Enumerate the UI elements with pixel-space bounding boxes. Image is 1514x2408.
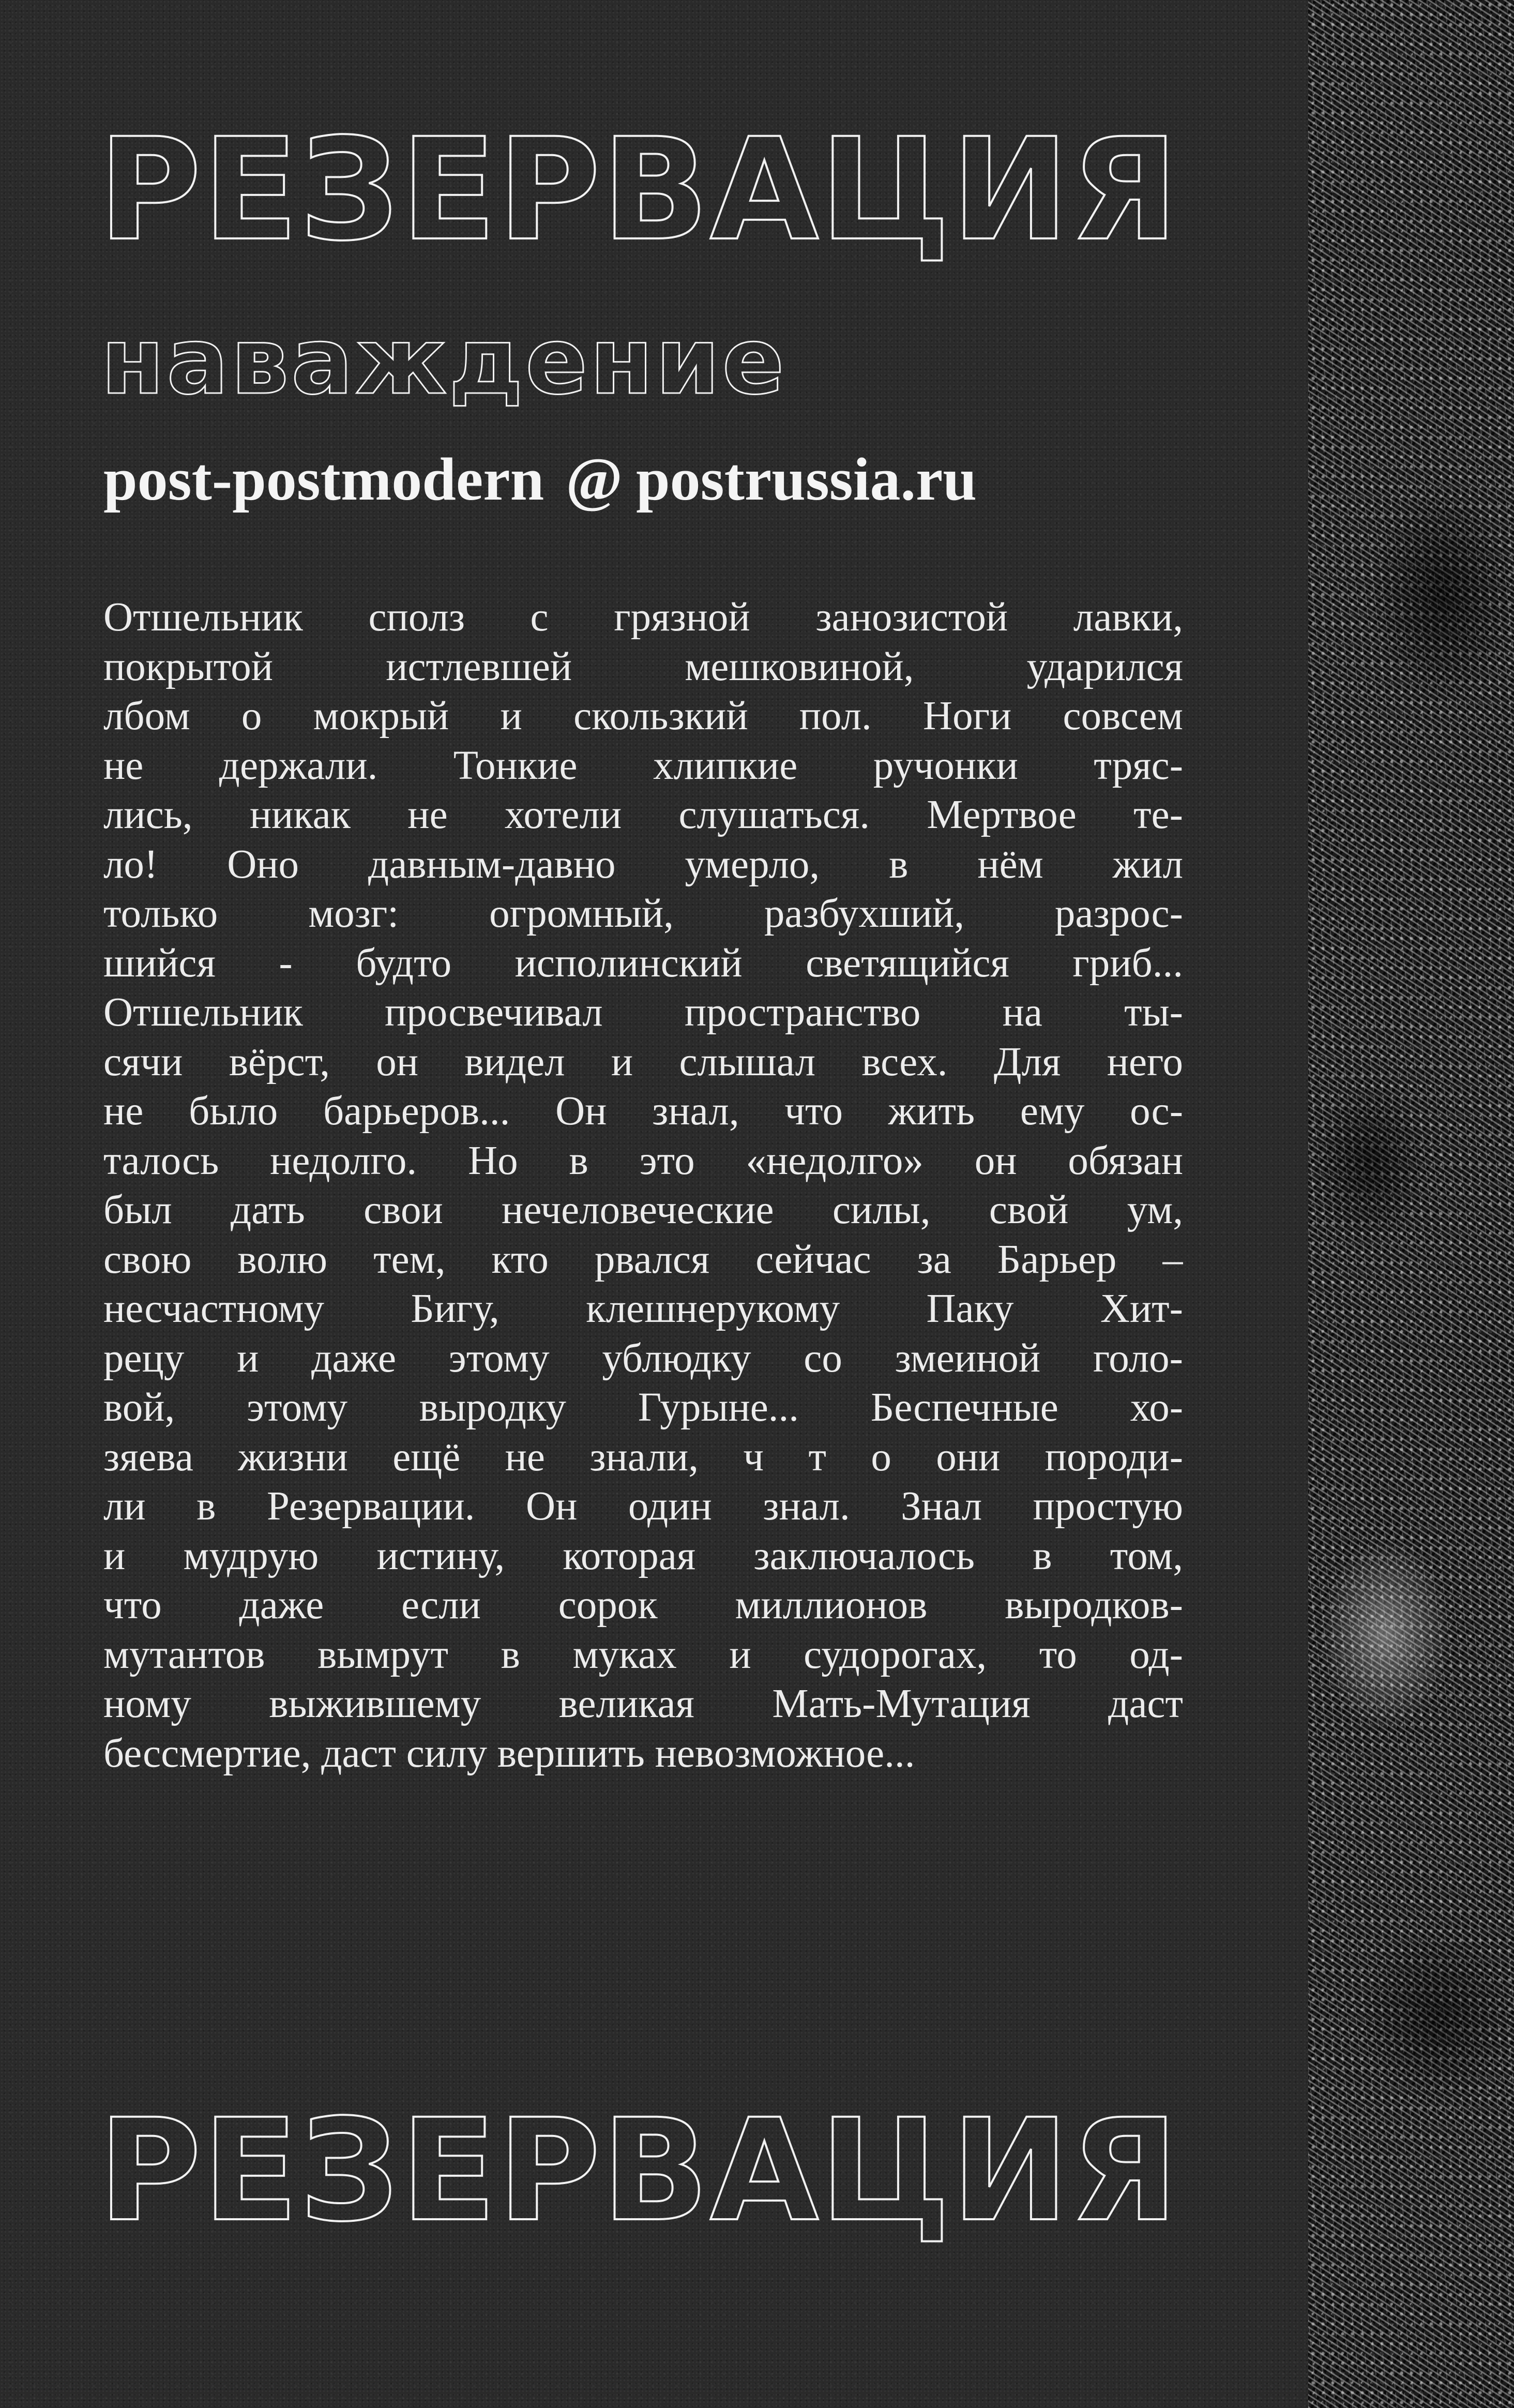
blurb-line: не держали. Тонкие хлипкие ручонки тряс- <box>103 743 1183 788</box>
contact-line <box>103 445 1200 513</box>
blurb-line: свою волю тем, кто рвался сейчас за Барьер – <box>103 1237 1183 1282</box>
blurb-line: Отшельник просвечивал пространство на ты- <box>103 990 1183 1035</box>
book-title: РЕЗЕРВАЦИЯ <box>98 109 1179 272</box>
blurb-line: шийся - будто исполинский светящийся гриб... <box>103 940 1183 986</box>
blurb-line: мутантов вымрут в муках и судорогах, то од- <box>103 1632 1183 1677</box>
blurb-line: ло! Оно давным-давно умерло, в нём жил <box>103 841 1183 887</box>
blurb-line: несчастному Бигу, клешнерукому Паку Хит- <box>103 1286 1183 1331</box>
blurb-line: рецу и даже этому ублюдку со змеиной голо- <box>103 1335 1183 1381</box>
contact-at-sign: @ <box>566 445 623 513</box>
blurb-line: ли в Резервации. Он один знал. Знал простую <box>103 1484 1183 1529</box>
blurb-text <box>103 593 1183 1778</box>
blurb-line: был дать свои нечеловеческие силы, свой ум, <box>103 1187 1183 1232</box>
blurb-line: вой, этому выродку Гурыне... Беспечные хо- <box>103 1385 1183 1430</box>
blurb-line: бессмертие, даст силу вершить невозможное... <box>103 1730 915 1776</box>
blurb-line: что даже если сорок миллионов выродков- <box>103 1583 1183 1628</box>
blurb-line: только мозг: огромный, разбухший, разрос- <box>103 891 1183 936</box>
book-title-bottom: РЕЗЕРВАЦИЯ <box>98 2089 1179 2253</box>
blurb-line: ному выжившему великая Мать-Мутация даст <box>103 1681 1183 1726</box>
blurb-line: лбом о мокрый и скользкий пол. Ноги совсем <box>103 694 1183 739</box>
blurb-line: покрытой истлевшей мешковиной, ударился <box>103 644 1183 689</box>
blurb-line: зяева жизни ещё не знали, ч т о они породи- <box>103 1434 1183 1480</box>
book-subtitle: наваждение <box>101 308 786 415</box>
blurb-line: и мудрую истину, которая заключалось в том, <box>103 1533 1183 1578</box>
blurb-line: не было барьеров... Он знал, что жить ему ос- <box>103 1089 1183 1134</box>
contact-domain: postrussia.ru <box>636 445 977 513</box>
contact-user: post-postmodern <box>103 445 544 513</box>
engraving-illustration <box>1308 0 1514 2408</box>
blurb-line: талось недолго. Но в это «недолго» он обязан <box>103 1138 1183 1183</box>
blurb-line: сячи вёрст, он видел и слышал всех. Для него <box>103 1039 1183 1085</box>
blurb-line: лись, никак не хотели слушаться. Мертвое те- <box>103 792 1183 837</box>
blurb-line: Отшельник сполз с грязной занозистой лавки, <box>103 595 1183 640</box>
